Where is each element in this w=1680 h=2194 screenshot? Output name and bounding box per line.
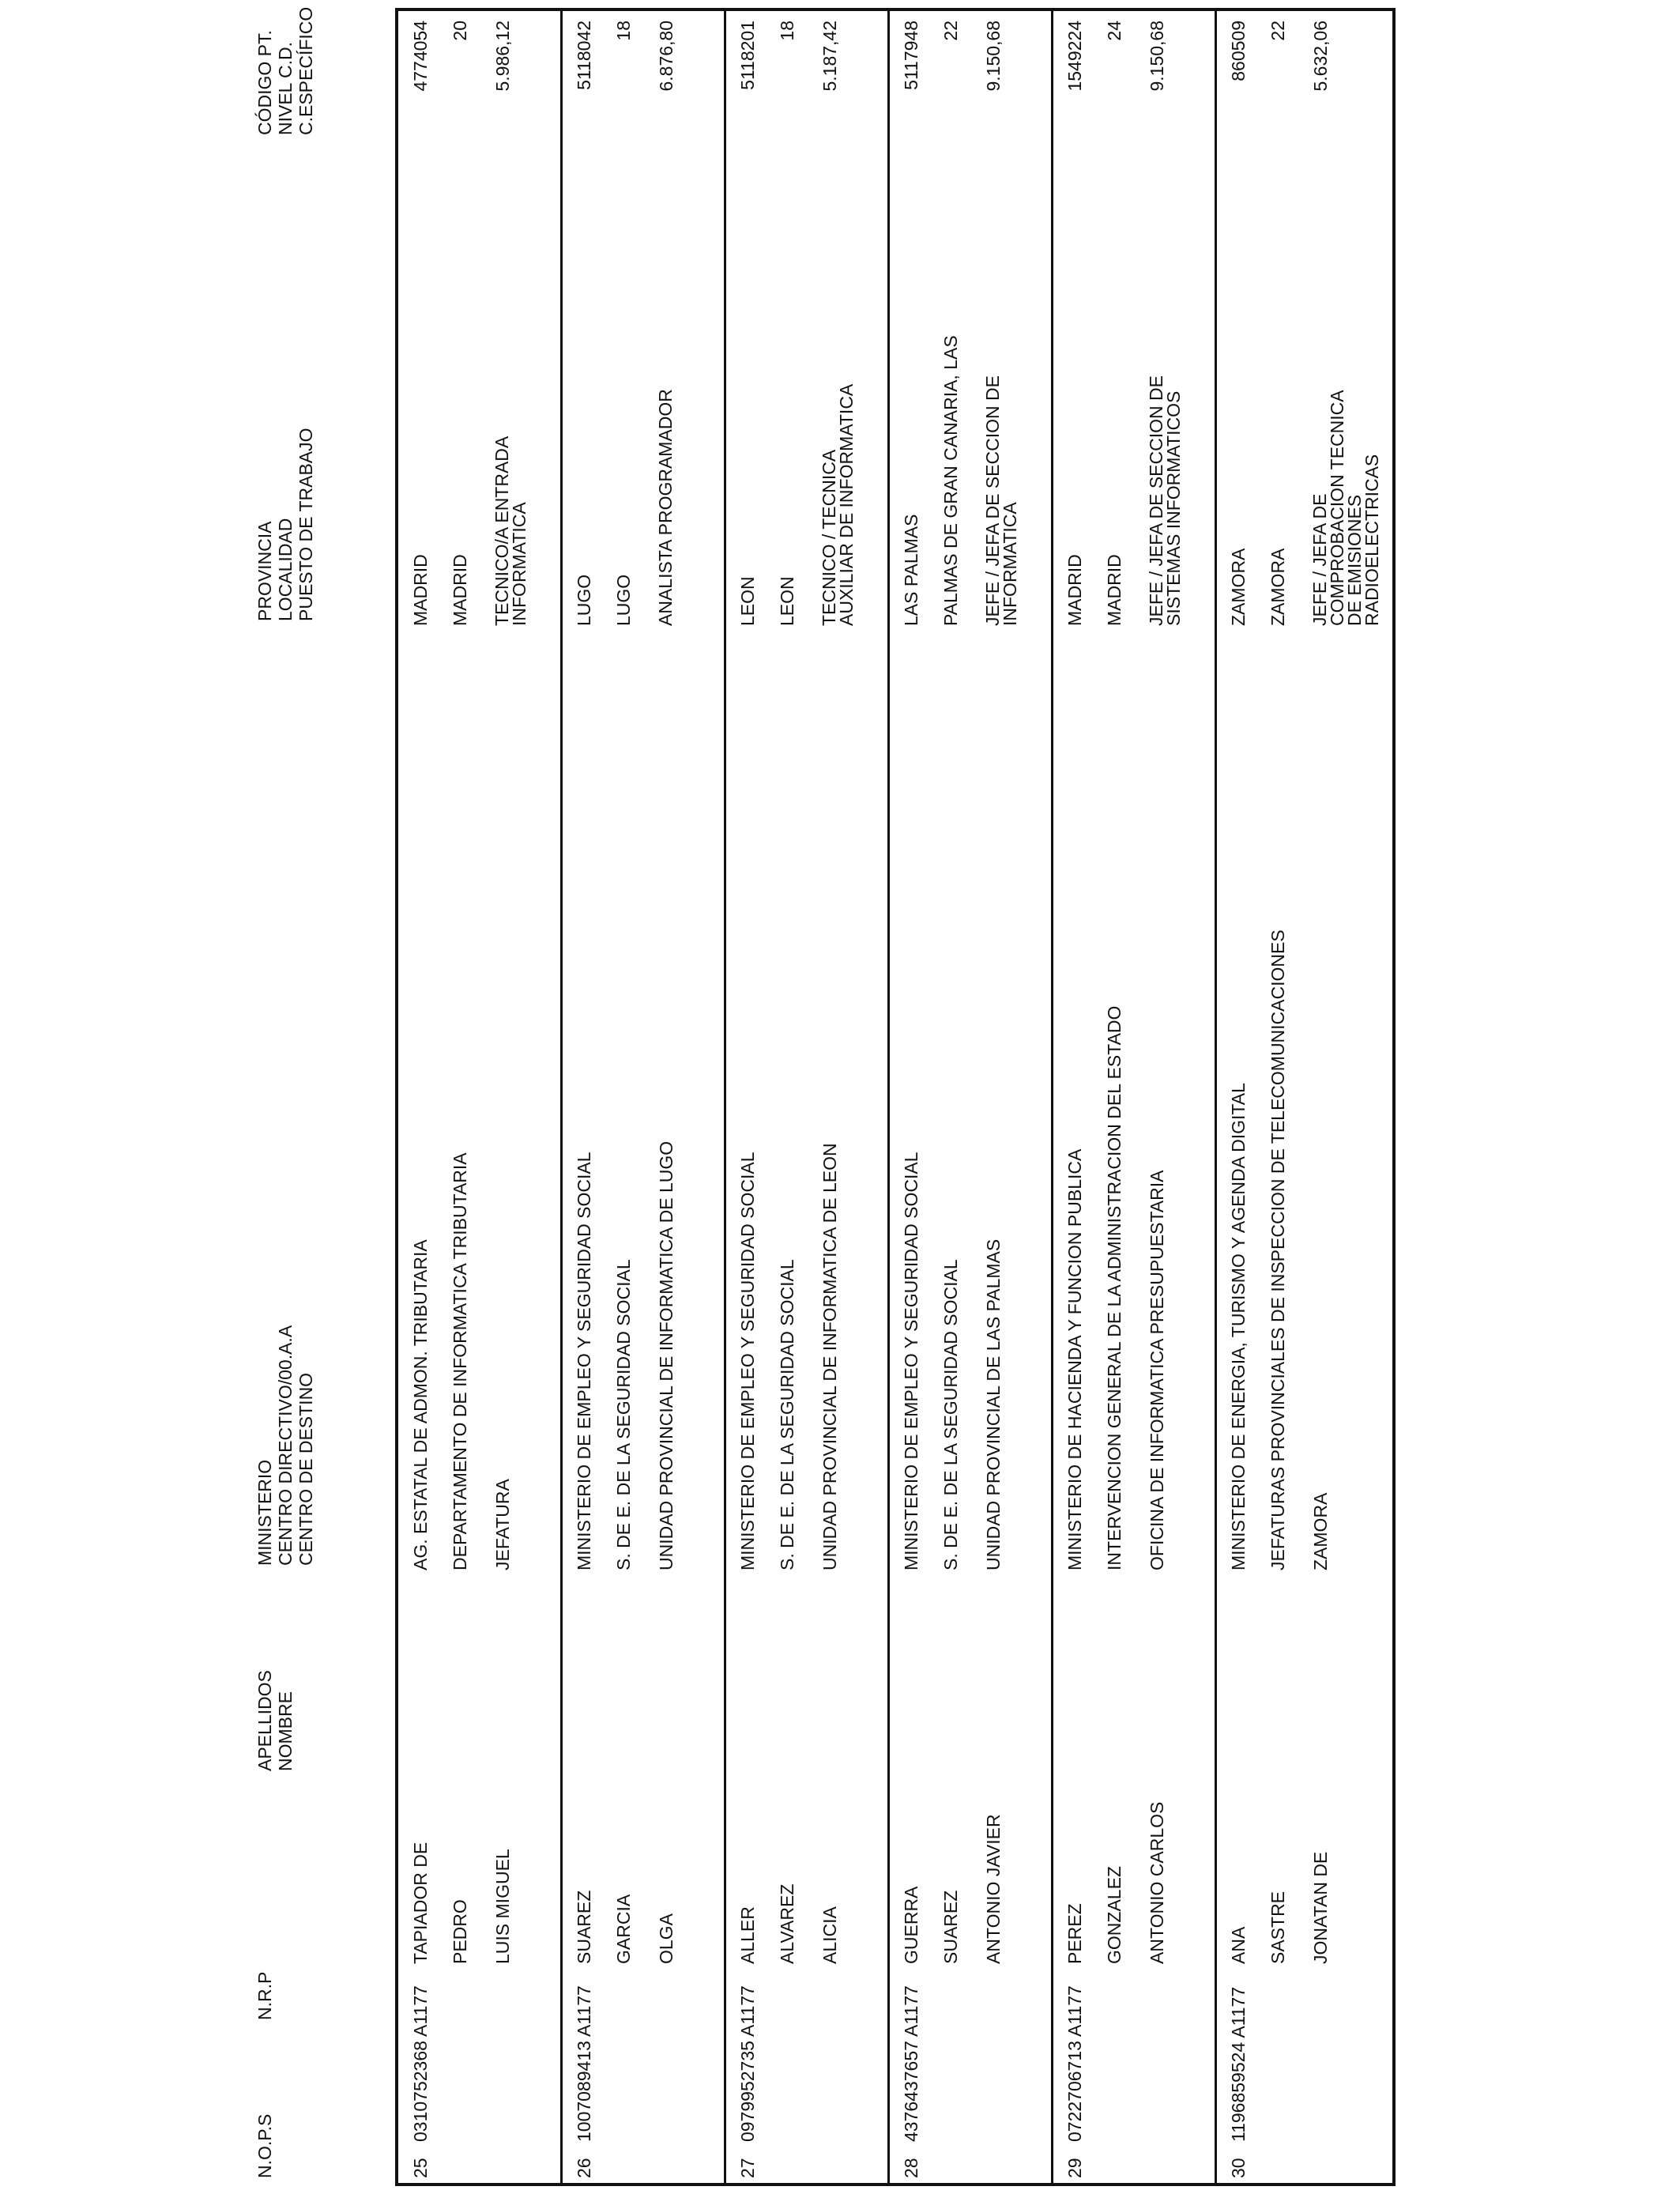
row-puesto: JEFE / JEFA DE SECCION DE INFORMATICA	[982, 375, 1020, 626]
header-centro-destino-line: CENTRO DE DESTINO	[296, 1372, 316, 1566]
header-nops	[254, 2114, 275, 2178]
row-separator	[887, 11, 890, 2183]
row-apellido-2: PEDRO	[450, 1899, 470, 1964]
row-especifico: 9.150,68	[983, 21, 1004, 92]
row-centro-destino: UNIDAD PROVINCIAL DE INFORMATICA DE LEON	[819, 1143, 840, 1570]
row-apellido-2: SASTRE	[1268, 1891, 1288, 1964]
table-frame	[395, 8, 1396, 2186]
row-localidad: MADRID	[1104, 554, 1124, 626]
row-number: 25	[410, 2158, 431, 2178]
row-apellido-1: TAPIADOR DE	[410, 1842, 431, 1964]
header-provincia	[254, 428, 316, 621]
row-localidad: LEON	[777, 576, 797, 626]
row-provincia: ZAMORA	[1228, 548, 1249, 626]
row-especifico: 5.187,42	[819, 21, 840, 92]
row-nombre: LUIS MIGUEL	[492, 1849, 513, 1964]
row-nrp: 4376437657 A1177	[901, 1985, 921, 2142]
row-ministerio: MINISTERIO DE EMPLEO Y SEGURIDAD SOCIAL	[737, 1152, 758, 1570]
row-apellido-1: ALLER	[737, 1906, 758, 1964]
table-row	[725, 11, 888, 2183]
row-ministerio: MINISTERIO DE EMPLEO Y SEGURIDAD SOCIAL	[901, 1152, 921, 1570]
row-centro-destino: OFICINA DE INFORMATICA PRESUPUESTARIA	[1147, 1170, 1167, 1570]
row-ministerio: MINISTERIO DE HACIENDA Y FUNCION PUBLICA	[1064, 1148, 1085, 1570]
row-codigo: 5117948	[901, 21, 921, 90]
table-row	[1216, 11, 1382, 2183]
header-centro-directivo-line: CENTRO DIRECTIVO/00.A.A	[275, 1325, 296, 1566]
row-localidad: PALMAS DE GRAN CANARIA, LAS	[940, 335, 961, 626]
row-codigo: 5118042	[574, 21, 594, 90]
row-number: 29	[1064, 2158, 1085, 2178]
row-centro-destino: ZAMORA	[1310, 1492, 1331, 1570]
row-separator	[560, 11, 563, 2183]
row-separator	[724, 11, 726, 2183]
header-puesto-line: PUESTO DE TRABAJO	[296, 428, 316, 621]
row-nrp: 1007089413 A1177	[574, 1985, 594, 2142]
header-codigo	[254, 7, 316, 135]
row-centro-directivo: S. DE E. DE LA SEGURIDAD SOCIAL	[613, 1259, 634, 1570]
row-codigo: 860509	[1228, 21, 1249, 81]
row-ministerio: MINISTERIO DE EMPLEO Y SEGURIDAD SOCIAL	[574, 1152, 594, 1570]
row-nombre: OLGA	[656, 1913, 676, 1964]
table-row	[562, 11, 725, 2183]
header-apellidos-line: APELLIDOS	[254, 1670, 275, 1771]
row-centro-destino: UNIDAD PROVINCIAL DE LAS PALMAS	[983, 1238, 1004, 1570]
header-apellidos	[254, 1670, 296, 1771]
row-centro-directivo: DEPARTAMENTO DE INFORMATICA TRIBUTARIA	[450, 1152, 470, 1570]
row-especifico: 9.150,68	[1147, 21, 1167, 92]
header-ministerio	[254, 1325, 316, 1566]
row-centro-directivo: S. DE E. DE LA SEGURIDAD SOCIAL	[940, 1259, 961, 1570]
row-nombre: JONATAN DE	[1310, 1851, 1331, 1964]
row-codigo: 4774054	[410, 21, 431, 92]
row-apellido-1: SUAREZ	[574, 1890, 594, 1964]
row-separator	[1051, 11, 1053, 2183]
row-number: 28	[901, 2158, 921, 2178]
row-centro-directivo: INTERVENCION GENERAL DE LA ADMINISTRACION DEL ESTADO	[1104, 1005, 1124, 1570]
row-especifico: 5.986,12	[492, 21, 513, 92]
row-apellido-1: GUERRA	[901, 1886, 921, 1964]
row-provincia: MADRID	[1064, 554, 1085, 626]
header-nrp-label: N.R.P	[254, 1971, 275, 2020]
row-separator	[1215, 11, 1217, 2183]
header-codigo-line: CÓDIGO PT.	[254, 30, 275, 135]
row-localidad: MADRID	[450, 554, 470, 626]
row-nivel: 24	[1104, 21, 1124, 41]
row-nombre: ANTONIO JAVIER	[983, 1814, 1004, 1964]
row-centro-destino: JEFATURA	[492, 1479, 513, 1570]
row-centro-directivo: S. DE E. DE LA SEGURIDAD SOCIAL	[777, 1259, 797, 1570]
header-nombre-line: NOMBRE	[275, 1691, 296, 1771]
row-localidad: ZAMORA	[1268, 548, 1288, 626]
row-nivel: 20	[450, 21, 470, 41]
row-nrp: 1196859524 A1177	[1228, 1986, 1249, 2142]
row-provincia: MADRID	[410, 554, 431, 626]
row-nombre: ANTONIO CARLOS	[1147, 1801, 1167, 1964]
row-especifico: 5.632,06	[1310, 21, 1331, 92]
row-especifico: 6.876,80	[656, 21, 676, 92]
row-puesto: TECNICO / TECNICA AUXILIAR DE INFORMATICA	[819, 383, 857, 626]
row-puesto: ANALISTA PROGRAMADOR	[655, 389, 676, 626]
row-nivel: 18	[777, 21, 797, 41]
row-nivel: 18	[613, 21, 634, 41]
row-codigo: 5118201	[737, 21, 758, 90]
table-row	[889, 11, 1052, 2183]
row-nrp: 0722706713 A1177	[1064, 1985, 1085, 2142]
row-localidad: LUGO	[613, 574, 634, 626]
row-puesto: JEFE / JEFA DE COMPROBACION TECNICA DE EMISIONES RADIOELECTRICAS	[1309, 390, 1382, 626]
row-apellido-2: ALVAREZ	[777, 1883, 797, 1964]
row-apellido-1: ANA	[1228, 1926, 1249, 1964]
row-provincia: LAS PALMAS	[901, 514, 921, 626]
table-row	[398, 11, 561, 2183]
header-localidad-line: LOCALIDAD	[275, 518, 296, 621]
row-puesto: JEFE / JEFA DE SECCION DE SISTEMAS INFORMATICOS	[1146, 375, 1184, 626]
row-number: 26	[574, 2158, 594, 2178]
row-number: 27	[737, 2158, 758, 2178]
row-ministerio: MINISTERIO DE ENERGIA, TURISMO Y AGENDA DIGITAL	[1228, 1083, 1249, 1570]
header-nops-label: N.O.P.S	[254, 2113, 275, 2178]
row-nrp: 0310752368 A1177	[410, 1985, 431, 2142]
row-nivel: 22	[1268, 21, 1288, 41]
rotated-table-view	[237, 0, 1680, 2194]
header-provincia-line: PROVINCIA	[254, 521, 275, 621]
row-number: 30	[1228, 2158, 1249, 2178]
row-provincia: LEON	[737, 576, 758, 626]
row-codigo: 1549224	[1064, 21, 1085, 92]
row-nrp: 0979952735 A1177	[737, 1985, 758, 2142]
row-apellido-2: GONZALEZ	[1104, 1866, 1124, 1964]
header-especifico-line: C.ESPECÍFICO	[296, 6, 316, 135]
row-apellido-2: GARCIA	[613, 1894, 634, 1964]
row-ministerio: AG. ESTATAL DE ADMON. TRIBUTARIA	[410, 1239, 431, 1570]
row-provincia: LUGO	[574, 574, 594, 626]
table-row	[1053, 11, 1215, 2183]
header-nrp	[254, 1972, 275, 2020]
row-apellido-2: SUAREZ	[940, 1890, 961, 1964]
row-nivel: 22	[940, 21, 961, 41]
row-puesto: TECNICO/A ENTRADA INFORMATICA	[492, 437, 529, 626]
row-apellido-1: PEREZ	[1064, 1903, 1085, 1964]
header-ministerio-line: MINISTERIO	[254, 1459, 275, 1566]
row-nombre: ALICIA	[819, 1906, 840, 1964]
row-centro-directivo: JEFATURAS PROVINCIALES DE INSPECCION DE TELECOMUNICACIONES	[1268, 929, 1288, 1570]
header-nivel-line: NIVEL C.D.	[275, 41, 296, 135]
row-centro-destino: UNIDAD PROVINCIAL DE INFORMATICA DE LUGO	[656, 1140, 676, 1570]
